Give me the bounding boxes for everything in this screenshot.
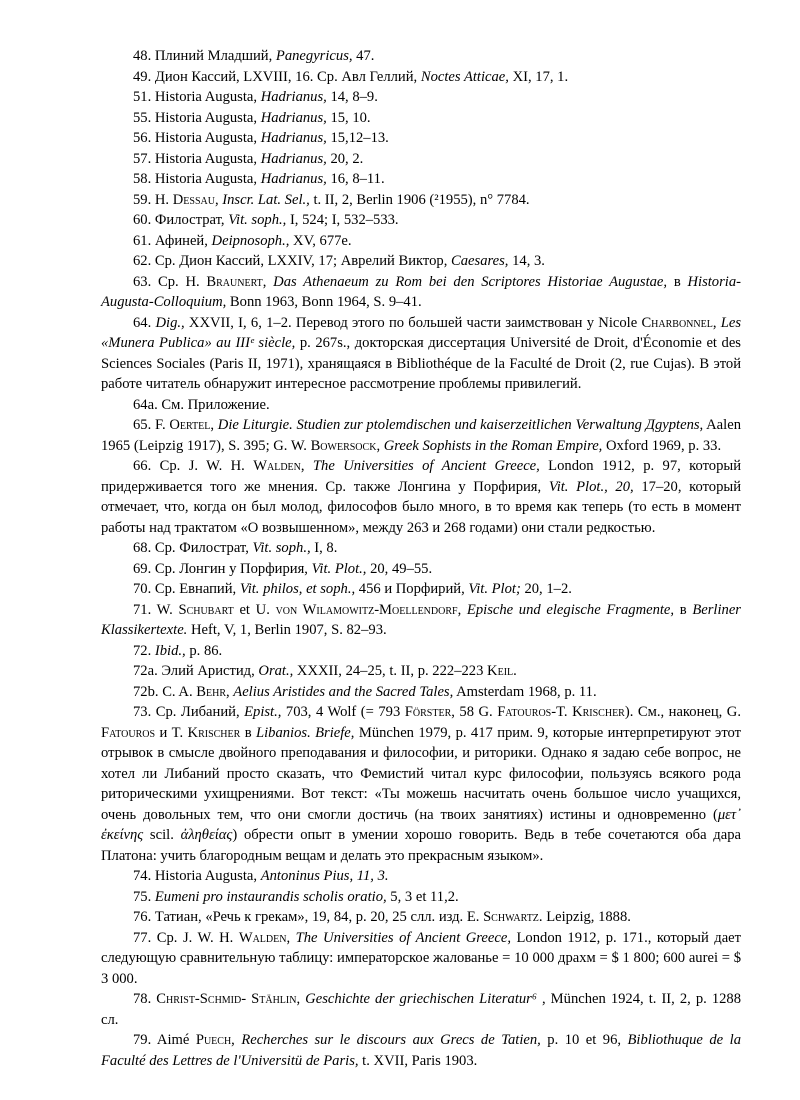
footnote-italic-text: Eumeni pro instaurandis scholis oratio, <box>154 888 387 905</box>
footnote-italic-text: Epist., <box>244 704 282 720</box>
footnote-italic-text: Hadrianus, <box>260 150 327 167</box>
footnote-text: 78. <box>133 991 157 1007</box>
footnote-text: Amsterdam 1968, p. 11. <box>453 683 597 700</box>
footnote <box>101 538 741 559</box>
footnote-italic-text: The Universities of Ancient Greece, <box>295 929 511 946</box>
footnote-text: Bonn 1963, Bonn 1964, S. 9–41. <box>226 294 422 310</box>
footnote-text: München 1979, p. 417 прим. 9, которые интерпретируют этот отрывок в смысле двойного преподавания и философии, и риторики. Однако я задаю себе вопрос, не хотел ли Либаний просто сказать, что Фемистий читал курс философии, пользуясь всякого рода риторическими ухищрениями. Вот текст: «Ты можешь насчитать очень большое число учащихся, очень довольных тем, что они смогли достичь (на твоих занятиях) истины и одновременно ( <box>101 724 741 823</box>
footnote-text: , <box>712 314 721 331</box>
footnote-text: 72a. Элий Аристид, <box>133 663 259 679</box>
footnote-italic-text: Hadrianus, <box>260 89 327 105</box>
footnote-italic-text: Greek Sophists in the Roman Empire, <box>383 437 603 454</box>
footnote-text: p. 10 et 96, <box>540 1032 628 1048</box>
footnote-text: , <box>262 273 274 290</box>
footnote-author-name: Oertel <box>169 417 211 433</box>
footnote-text: 62. Ср. Дион Кассий, LXXIV, 17; Аврелий Виктор, <box>133 253 452 269</box>
footnote <box>101 231 741 252</box>
footnote-text: 20, 49–55. <box>366 560 433 577</box>
footnote-text: в <box>674 601 693 618</box>
footnote <box>101 67 741 88</box>
footnote <box>101 149 741 170</box>
footnote-italic-text: Dig., <box>155 314 185 331</box>
footnote-text: , München 1924, t. II, 2, p. 1288 сл. <box>101 991 742 1028</box>
footnote-text: 71. W. <box>133 601 179 618</box>
footnote <box>101 210 741 231</box>
footnote-text: и T. <box>155 724 188 741</box>
footnote <box>101 456 741 538</box>
footnote-text: , <box>225 683 234 700</box>
footnote-text: 66. Ср. J. W. H. <box>133 458 254 474</box>
footnote-author-name: Fatouros <box>101 724 156 741</box>
footnote-text: 61. Афиней, <box>133 232 212 249</box>
footnote-text: 49. Дион Кассий, LXVIII, 16. Ср. Авл Геллий, <box>133 68 421 85</box>
footnote <box>101 1030 741 1071</box>
footnote <box>101 600 741 641</box>
footnote-text: XXXII, 24–25, t. II, p. 222–223 <box>293 663 488 679</box>
footnote <box>101 579 741 600</box>
footnote-text: XI, 17, 1. <box>508 68 569 85</box>
footnote-text: 456 и Порфирий, <box>355 581 469 597</box>
footnote <box>101 169 741 190</box>
footnote <box>101 887 741 908</box>
footnote-italic-text: Vit. soph., <box>252 540 311 556</box>
footnote-text: в <box>667 273 688 290</box>
footnote-text: Oxford 1969, p. 33. <box>602 437 722 454</box>
footnote <box>101 46 741 67</box>
footnotes-page <box>101 46 741 1071</box>
footnote-text: XXVII, I, 6, 1–2. Перевод этого по большей части заимствован у Nicole <box>184 314 642 331</box>
footnote-text: . Leipzig, 1888. <box>538 909 631 925</box>
footnote-italic-text: Vit. soph., <box>228 212 287 228</box>
footnote-text: 14, 8–9. <box>326 89 378 105</box>
footnote <box>101 395 741 416</box>
footnote-text: 56. Historia Augusta, <box>133 130 261 146</box>
footnote-author-name: Bowersock <box>310 437 377 454</box>
footnote <box>101 928 741 990</box>
footnote-text: 48. Плиний Младший, <box>133 48 276 64</box>
footnote-text: 64a. См. Приложение. <box>133 396 270 413</box>
footnote-text: , <box>296 991 306 1007</box>
footnote <box>101 251 741 272</box>
footnote-text: , <box>286 929 296 946</box>
footnote-author-name: Puech <box>195 1032 232 1048</box>
footnote-text: XV, 677e. <box>289 232 352 249</box>
footnote-text: 60. Филострат, <box>133 212 229 228</box>
footnote-text: в <box>240 724 256 741</box>
footnote <box>101 866 741 887</box>
footnote-text: London 1912, p. 97, который придерживается того же мнения. Ср. также Лонгина у Порфирия, <box>101 458 742 495</box>
footnote-italic-text: Inscr. Lat. Sel., <box>222 191 310 208</box>
footnote <box>101 272 741 313</box>
footnote-italic-text: Noctes Atticae, <box>420 68 509 85</box>
footnote <box>101 989 741 1030</box>
footnote-text: , <box>214 191 223 208</box>
footnote-italic-text: Das Athenaeum zu Rom bei den Scriptores Historiae Augustae, <box>273 273 668 290</box>
footnote-text: , <box>300 458 313 474</box>
footnote-author-name: Schwartz <box>483 909 539 925</box>
footnote-text: 68. Ср. Филострат, <box>133 540 253 556</box>
footnote-text: 55. Historia Augusta, <box>133 109 261 126</box>
footnote-text: 76. Татиан, «Речь к грекам», 19, 84, p. 20, 25 слл. изд. E. <box>133 909 484 925</box>
footnote-text: 74. Historia Augusta, <box>133 868 261 884</box>
footnote-text: p. 86. <box>185 642 223 659</box>
footnote-text: 17–20, который отмечает, что, когда он был молод, философов было много, в то время как теперь (то есть в момент работы над трактатом «О возвышенном», между 263 и 268 годами) они стали редкостью. <box>101 478 742 536</box>
footnote-text: 703, 4 Wolf (= 793 <box>281 704 405 720</box>
footnote-author-name: Charbonnel <box>641 314 713 331</box>
footnote-text: 65. F. <box>133 417 170 433</box>
footnote <box>101 702 741 866</box>
footnote <box>101 108 741 129</box>
footnote-italic-text: Vit. philos, et soph., <box>239 581 356 597</box>
footnote-author-name: Förster <box>404 704 452 720</box>
footnote-author-name: Dessau <box>172 191 215 208</box>
footnote-text: Heft, V, 1, Berlin 1907, S. 82–93. <box>187 622 387 638</box>
footnote-text: 51. Historia Augusta, <box>133 89 261 105</box>
footnote <box>101 190 741 211</box>
footnote <box>101 87 741 108</box>
footnote-author-name: Keil <box>487 663 514 679</box>
footnote-text: 58. Historia Augusta, <box>133 171 261 187</box>
footnote-text: 77. Ср. J. W. H. <box>133 929 239 946</box>
footnote-text: 64. <box>133 314 156 331</box>
footnote-text: 5, 3 et 11,2. <box>386 888 459 905</box>
footnote-italic-text: Libanios. Briefe, <box>256 724 355 741</box>
footnote-italic-text: The Universities of Ancient Greece, <box>312 458 540 474</box>
footnote-italic-text: Antoninus Pius, 11, 3. <box>260 868 389 884</box>
footnote <box>101 641 741 662</box>
footnote-italic-text: Les «Munera Publica» au IIIᵉ siècle, <box>101 314 742 351</box>
footnote-text: , <box>231 1032 242 1048</box>
footnote <box>101 661 741 682</box>
footnote <box>101 559 741 580</box>
footnote-italic-text: μετ᾽ ἐκείνης <box>101 806 741 843</box>
footnote-text: t. XVII, Paris 1903. <box>358 1052 478 1069</box>
footnote-text: I, 524; I, 532–533. <box>286 212 399 228</box>
footnote-italic-text: Vit. Plot; <box>468 581 521 597</box>
footnote-text: 15, 10. <box>326 109 371 126</box>
footnote <box>101 907 741 928</box>
footnote <box>101 415 741 456</box>
footnote-italic-text: Historia-Augusta-Colloquium, <box>101 273 741 310</box>
footnote-text: et U. <box>233 601 276 618</box>
footnote-italic-text: Vit. Plot., 20, <box>548 478 634 495</box>
footnote <box>101 313 741 395</box>
footnote-text: 20, 1–2. <box>520 581 572 597</box>
footnote-text: 47. <box>352 48 375 64</box>
footnote-italic-text: Ibid., <box>154 642 186 659</box>
footnote-author-name: Braunert <box>206 273 263 290</box>
footnote-italic-text: Hadrianus, <box>260 171 327 187</box>
footnote-text: scil. <box>143 827 181 843</box>
footnote-text: 20, 2. <box>326 150 364 167</box>
footnote-italic-text: Die Liturgie. Studien zur ptolemdischen und kaiserzeitlichen Verwaltung Дgyptens, <box>217 417 704 433</box>
footnote-text: 63. Ср. H. <box>133 273 207 290</box>
footnote-italic-text: Berliner Klassikertexte. <box>101 601 741 638</box>
footnote-text: 59. H. <box>133 191 173 208</box>
footnote-italic-text: Recherches sur le discours aux Grecs de Tatien, <box>241 1032 541 1048</box>
footnote-text: . <box>513 663 517 679</box>
footnote-text: London 1912, p. 171., который дает следующую сравнительную таблицу: императорское жалованье = 10 000 драхм = $ 1 800; 600 aurei = $ 3 000. <box>101 929 742 987</box>
footnote-italic-text: Orat., <box>258 663 294 679</box>
footnote-italic-text: Bibliothuque de la Faculté des Lettres de l'Universitü de Paris, <box>101 1032 741 1069</box>
footnote-italic-text: Vit. Plot., <box>311 560 367 577</box>
footnote-text: ). См., наконец, G. <box>624 704 741 720</box>
footnote-italic-text: Hadrianus, <box>260 130 327 146</box>
footnote-italic-text: Deipnosoph., <box>211 232 290 249</box>
footnote-text: 14, 3. <box>508 253 545 269</box>
footnote <box>101 128 741 149</box>
footnote-text: , <box>457 601 467 618</box>
footnote-text: Aalen 1965 (Leipzig 1917), S. 395; G. W. <box>101 417 741 454</box>
footnote-italic-text: Caesares, <box>451 253 509 269</box>
footnote-text: 69. Ср. Лонгин у Порфирия, <box>133 560 312 577</box>
footnote-text: 79. Aimé <box>133 1032 196 1048</box>
footnote-text: 73. Ср. Либаний, <box>133 704 245 720</box>
footnote-author-name: Krischer <box>187 724 241 741</box>
footnote-italic-text: Epische und elegische Fragmente, <box>466 601 675 618</box>
footnote-italic-text: Geschichte der griechischen Literatur⁶ <box>305 991 537 1007</box>
footnote-text: 75. <box>133 888 155 905</box>
footnote-text: 72b. C. A. <box>133 683 197 700</box>
footnote-text: 16, 8–11. <box>326 171 385 187</box>
footnote-author-name: von Wilamowitz-Moellendorf <box>275 601 458 618</box>
footnote-text: , <box>376 437 384 454</box>
footnote-text: I, 8. <box>310 540 338 556</box>
footnote-text: 72. <box>133 642 155 659</box>
footnote <box>101 682 741 703</box>
footnote-text: 15,12–13. <box>326 130 389 146</box>
footnote-text: t. II, 2, Berlin 1906 (²1955), n° 7784. <box>309 191 530 208</box>
footnote-author-name: Fatouros-T. Krischer <box>497 704 625 720</box>
footnote-text: p. 267s., докторская диссертация Université de Droit, d'Économie et des Sciences Sociales (Paris II, 1971), хранящаяся в Bibliothéque de la Faculté de Droit (2, rue Cujas). В этой работе читатель обнаружит интересное рассмотрение проблемы привилегий. <box>101 335 741 392</box>
footnote-text: , 58 G. <box>451 704 498 720</box>
footnote-text: 70. Ср. Евнапий, <box>133 581 240 597</box>
footnote-italic-text: ἀληθείας <box>180 827 233 843</box>
footnote-author-name: Behr <box>196 683 226 700</box>
footnote-author-name: Walden <box>253 458 301 474</box>
footnote-italic-text: Hadrianus, <box>260 109 327 126</box>
footnote-text: , <box>210 417 218 433</box>
footnote-text: 57. Historia Augusta, <box>133 150 261 167</box>
footnote-author-name: Walden <box>238 929 287 946</box>
footnote-author-name: Christ-Schmid- Stählin <box>156 991 297 1007</box>
footnote-italic-text: Panegyricus, <box>275 48 353 64</box>
footnote-author-name: Schubart <box>178 601 234 618</box>
footnote-text: ) обрести опыт в умении хорошо говорить. Ведь в тебе сочетаются оба дара Платона: учить благородным вещам и делать это прекрасным языком». <box>101 827 741 864</box>
footnote-italic-text: Aelius Aristides and the Sacred Tales, <box>233 683 454 700</box>
